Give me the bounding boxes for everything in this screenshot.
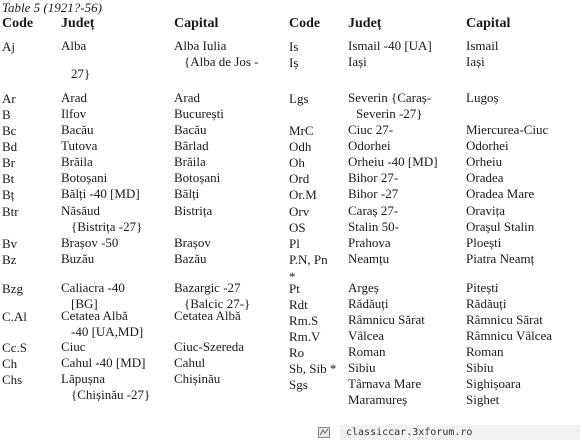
right-row-capital: Roman xyxy=(466,344,504,359)
right-row-judet: Prahova xyxy=(348,235,391,250)
left-row-capital: {Balcic 27-} xyxy=(184,296,251,311)
table-caption: Table 5 (1921?-56) xyxy=(2,0,102,15)
left-row-code: Chs xyxy=(2,372,23,387)
right-row-code-note: * xyxy=(289,269,296,284)
left-row-code: C.Al xyxy=(2,309,27,324)
left-row-judet: Bălți -40 [MD] xyxy=(61,186,140,201)
left-row-capital: Ciuc-Szereda xyxy=(174,339,245,354)
left-row-judet: Ciuc xyxy=(61,339,86,354)
left-row-judet: Tutova xyxy=(61,138,98,153)
right-row-code: Pt xyxy=(289,281,300,296)
right-row-judet: Bihor -27 xyxy=(348,186,399,201)
left-row-code: Bv xyxy=(2,236,18,251)
right-row-code: Rm.V xyxy=(289,329,321,344)
left-row-capital: Cetatea Albă xyxy=(174,308,241,323)
left-row-capital: Alba Iulia xyxy=(174,38,227,53)
right-row-code: Rdt xyxy=(289,297,308,312)
left-row-judet: Brașov -50 xyxy=(61,235,119,250)
left-row-code: Bd xyxy=(2,139,18,154)
header-capital-right: Capital xyxy=(466,16,511,31)
header-code-right: Code xyxy=(289,16,321,31)
right-row-code: Ro xyxy=(289,345,305,360)
right-row-judet: Vâlcea xyxy=(348,328,385,343)
right-row-code: Pl xyxy=(289,236,300,251)
right-row-capital: Râmnicu Sărat xyxy=(466,312,543,327)
left-row-judet: {Chișinău -27} xyxy=(71,387,151,402)
right-row-judet: Ismail -40 [UA] xyxy=(348,38,432,53)
left-row-judet: {Bistrița -27} xyxy=(71,219,143,234)
left-row-code: Ch xyxy=(2,356,18,371)
right-row-judet: Odorhei xyxy=(348,138,391,153)
left-row-code: Ar xyxy=(2,91,16,106)
right-row-code: Iș xyxy=(289,55,299,70)
left-row-judet: Cahul -40 [MD] xyxy=(61,355,146,370)
right-row-judet: Bihor 27- xyxy=(348,170,399,185)
forum-logo-icon xyxy=(318,427,330,438)
right-row-capital: Oradea xyxy=(466,170,504,185)
left-row-code: Bt xyxy=(2,171,15,186)
left-row-capital: {Alba de Jos - xyxy=(184,54,259,69)
right-row-code: Sb, Sib * xyxy=(289,361,337,376)
left-row-judet: Ilfov xyxy=(61,106,87,121)
header-capital-left: Capital xyxy=(174,16,219,31)
right-row-capital: Ismail xyxy=(466,38,499,53)
left-row-judet: Cetatea Albă xyxy=(61,308,128,323)
left-row-capital: Bălți xyxy=(174,186,200,201)
right-row-judet: Stalin 50- xyxy=(348,219,399,234)
right-row-capital: Sibiu xyxy=(466,360,494,375)
left-row-capital: Bazău xyxy=(174,251,207,266)
left-row-code: Btr xyxy=(2,204,19,219)
right-row-capital: Iași xyxy=(466,54,485,69)
right-row-judet: Severin -27} xyxy=(356,106,423,121)
left-row-capital: Brașov xyxy=(174,235,211,250)
right-row-judet: Severin {Caraș- xyxy=(348,90,432,105)
left-row-judet: Alba xyxy=(61,38,87,53)
right-row-capital: Ploești xyxy=(466,235,502,250)
left-row-capital: Brăila xyxy=(174,154,206,169)
right-row-capital: Odorhei xyxy=(466,138,509,153)
right-row-capital: Pitești xyxy=(466,280,499,295)
right-row-capital: Rădăuți xyxy=(466,296,507,311)
right-row-judet: Caraș 27- xyxy=(348,203,399,218)
right-row-capital: Lugoș xyxy=(466,90,499,105)
right-row-code: Rm.S xyxy=(289,313,319,328)
right-row-capital: Orheiu xyxy=(466,154,503,169)
left-row-judet: Buzău xyxy=(61,251,95,266)
left-row-capital: Cahul xyxy=(174,355,206,370)
left-row-judet: Caliacra -40 xyxy=(61,280,125,295)
right-row-judet: Neamțu xyxy=(348,251,390,266)
left-row-capital: Bistrița xyxy=(174,203,213,218)
right-row-code: Or.M xyxy=(289,187,317,202)
right-row-code: Lgs xyxy=(289,91,309,106)
right-row-code: Ord xyxy=(289,171,310,186)
left-row-capital: Arad xyxy=(174,90,200,105)
right-row-judet: Sibiu xyxy=(348,360,376,375)
header-code-left: Code xyxy=(2,16,34,31)
left-row-capital: București xyxy=(174,106,224,121)
right-row-judet: Orheiu -40 [MD] xyxy=(348,154,438,169)
right-row-code: Oh xyxy=(289,155,305,170)
left-row-code: Bc xyxy=(2,123,17,138)
left-row-judet: [BG] xyxy=(71,296,98,311)
right-row-judet: Târnava Mare xyxy=(348,376,422,391)
left-row-judet: -40 [UA,MD] xyxy=(71,324,144,339)
left-row-code: Cc.S xyxy=(2,340,27,355)
left-row-judet: Botoșani xyxy=(61,170,108,185)
left-row-judet: Lăpușna xyxy=(61,371,106,386)
left-row-capital: Chișinău xyxy=(174,371,221,386)
right-row-capital: Sighet xyxy=(466,392,500,407)
right-row-capital: Oradea Mare xyxy=(466,186,535,201)
right-row-code: Odh xyxy=(289,139,312,154)
left-row-code: Bț xyxy=(2,187,15,202)
left-row-capital: Bazargic -27 xyxy=(174,280,241,295)
right-row-judet: Rădăuți xyxy=(348,296,389,311)
left-row-code: Br xyxy=(2,155,15,170)
left-row-judet: Bacău xyxy=(61,122,94,137)
right-row-judet: Iași xyxy=(348,54,367,69)
left-row-judet: Brăila xyxy=(61,154,93,169)
left-row-code: Bz xyxy=(2,252,17,267)
left-row-capital: Bârlad xyxy=(174,138,209,153)
left-row-capital: Bacău xyxy=(174,122,207,137)
right-row-code: MrC xyxy=(289,123,314,138)
right-row-code: Is xyxy=(289,39,299,54)
header-judet-left: Județ xyxy=(61,16,95,31)
right-row-code: Orv xyxy=(289,204,310,219)
right-row-capital: Orașul Stalin xyxy=(466,219,535,234)
header-judet-right: Județ xyxy=(348,16,382,31)
right-row-code: P.N, Pn xyxy=(289,252,328,267)
left-row-judet: 27} xyxy=(71,66,91,81)
right-row-judet: Maramureș xyxy=(348,392,408,407)
left-row-capital: Botoșani xyxy=(174,170,221,185)
right-row-judet: Argeș xyxy=(348,280,379,295)
right-row-judet: Ciuc 27- xyxy=(348,122,394,137)
right-row-judet: Râmnicu Sărat xyxy=(348,312,425,327)
left-row-code: Aj xyxy=(2,39,15,54)
left-row-code: B xyxy=(2,107,11,122)
right-row-judet: Roman xyxy=(348,344,386,359)
right-row-code: OS xyxy=(289,220,306,235)
left-row-judet: Năsăud xyxy=(61,203,100,218)
right-row-capital: Râmnicu Vâlcea xyxy=(466,328,553,343)
right-row-code: Sgs xyxy=(289,377,308,392)
left-row-judet: Arad xyxy=(61,90,87,105)
right-row-capital: Miercurea-Ciuc xyxy=(466,122,549,137)
right-row-capital: Oravița xyxy=(466,203,505,218)
left-row-code: Bzg xyxy=(2,281,23,296)
watermark-text: classiccar.3xforum.ro xyxy=(340,425,580,440)
right-row-capital: Piatra Neamț xyxy=(466,251,535,266)
right-row-capital: Sighișoara xyxy=(466,376,521,391)
